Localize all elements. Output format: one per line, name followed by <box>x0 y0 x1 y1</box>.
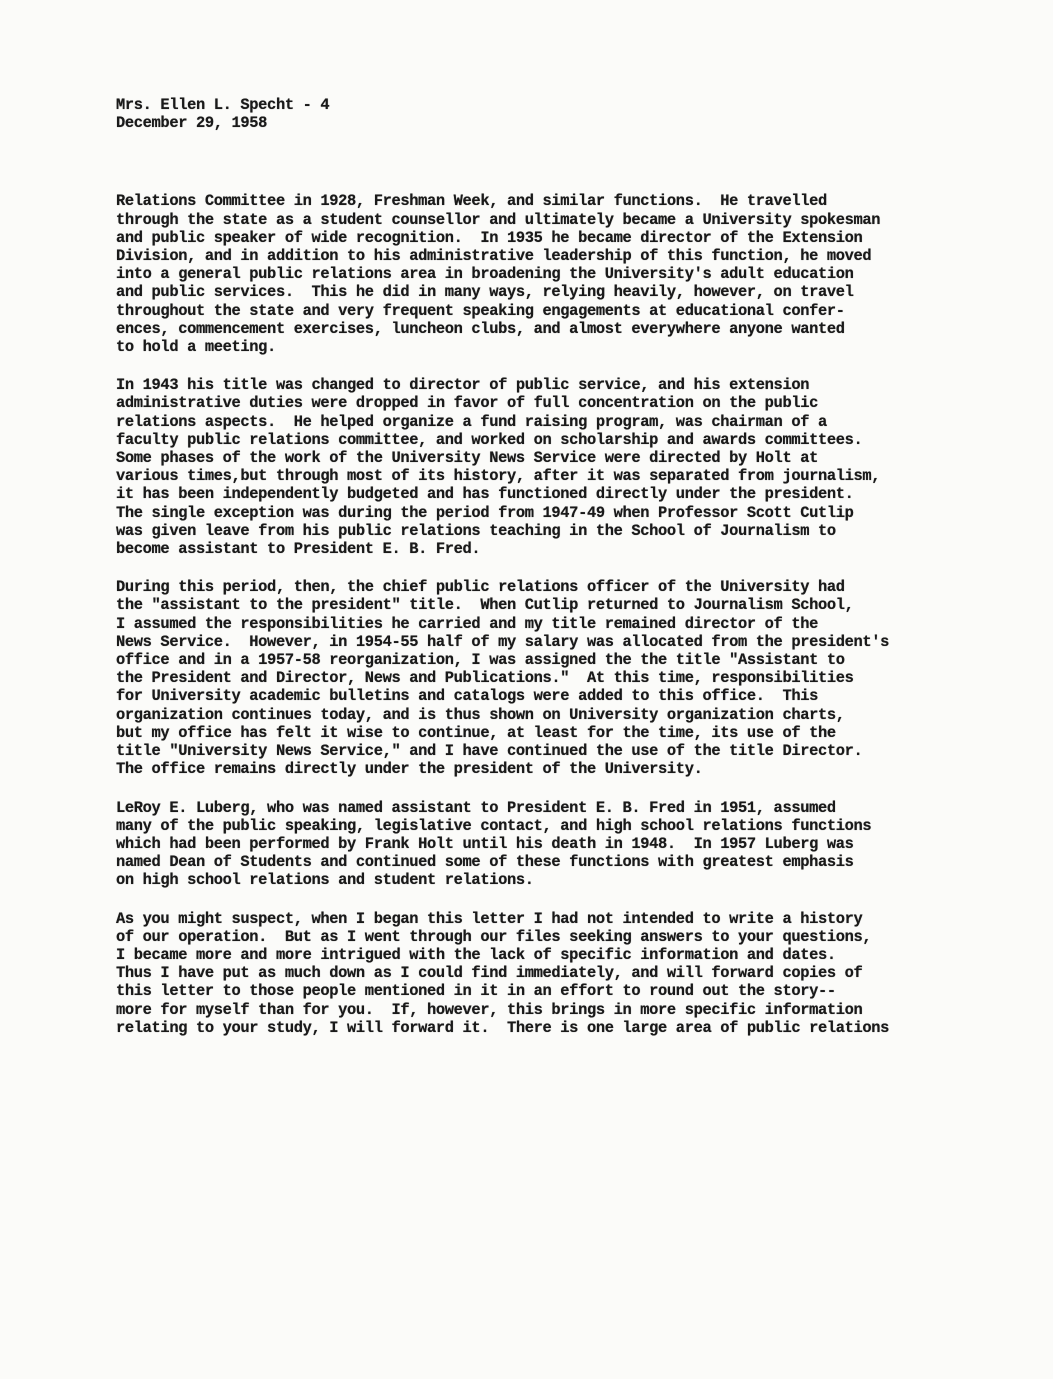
text-line: Some phases of the work of the University News Service were directed by Holt at <box>116 449 818 468</box>
text-line: become assistant to President E. B. Fred. <box>116 540 481 559</box>
recipient-line: Mrs. Ellen L. Specht - 4 <box>116 96 330 114</box>
text-line: and public services. This he did in many ways, relying heavily, however, on travel <box>116 283 854 302</box>
text-line: but my office has felt it wise to continue, at least for the time, its use of the <box>116 723 836 742</box>
text-line: I assumed the responsibilities he carried and my title remained director of the <box>116 614 818 633</box>
text-line: was given leave from his public relations teaching in the School of Journalism to <box>116 521 836 540</box>
text-line: Thus I have put as much down as I could find immediately, and will forward copies of <box>116 964 863 983</box>
letter-body <box>116 96 1016 1057</box>
text-line: the "assistant to the president" title. When Cutlip returned to Journalism School, <box>116 596 854 615</box>
text-line: office and in a 1957-58 reorganization, I was assigned the the title "Assistant to <box>116 651 845 670</box>
text-line: administrative duties were dropped in favor of full concentration on the public <box>116 394 818 413</box>
paragraph <box>116 578 1016 778</box>
text-line: relations aspects. He helped organize a fund raising program, was chairman of a <box>116 412 827 431</box>
text-line: The single exception was during the period from 1947-49 when Professor Scott Cutlip <box>116 503 854 522</box>
text-line: organization continues today, and is thus shown on University organization charts, <box>116 705 845 724</box>
paragraph <box>116 910 1016 1037</box>
text-line: faculty public relations committee, and worked on scholarship and awards committees. <box>116 430 863 449</box>
text-line: the President and Director, News and Publications." At this time, responsibilities <box>116 669 854 688</box>
text-line: The office remains directly under the president of the University. <box>116 760 703 779</box>
text-line: Division, and in addition to his administrative leadership of this function, he moved <box>116 247 872 266</box>
text-line: throughout the state and very frequent speaking engagements at educational confer- <box>116 301 845 320</box>
text-line: into a general public relations area in broadening the University's adult education <box>116 265 854 284</box>
text-line: During this period, then, the chief public relations officer of the University had <box>116 578 845 597</box>
paragraph <box>116 376 1016 558</box>
text-line: As you might suspect, when I began this letter I had not intended to write a history <box>116 909 863 928</box>
text-line: through the state as a student counsellor and ultimately became a University spokesman <box>116 210 881 229</box>
text-line: In 1943 his title was changed to director of public service, and his extension <box>116 376 810 395</box>
text-line: of our operation. But as I went through our files seeking answers to your questions, <box>116 927 872 946</box>
text-line: this letter to those people mentioned in it in an effort to round out the story-- <box>116 982 836 1001</box>
text-line: title "University News Service," and I have continued the use of the title Director. <box>116 742 863 761</box>
text-line: Relations Committee in 1928, Freshman Week, and similar functions. He travelled <box>116 192 827 211</box>
text-line: relating to your study, I will forward it. There is one large area of public relations <box>116 1018 890 1037</box>
text-line: to hold a meeting. <box>116 338 276 357</box>
text-line: and public speaker of wide recognition. In 1935 he became director of the Extension <box>116 228 863 247</box>
letter-header <box>116 96 1016 132</box>
date-line: December 29, 1958 <box>116 114 268 133</box>
text-line: for University academic bulletins and catalogs were added to this office. This <box>116 687 818 706</box>
paragraph <box>116 799 1016 890</box>
text-line: News Service. However, in 1954-55 half of my salary was allocated from the president's <box>116 632 890 651</box>
text-line: many of the public speaking, legislative contact, and high school relations functions <box>116 816 872 835</box>
text-line: ences, commencement exercises, luncheon clubs, and almost everywhere anyone wanted <box>116 319 845 338</box>
text-line: it has been independently budgeted and has functioned directly under the president. <box>116 485 854 504</box>
paragraph <box>116 192 1016 356</box>
text-line: various times,but through most of its history, after it was separated from journalism, <box>116 467 881 486</box>
text-line: named Dean of Students and continued some of these functions with greatest emphasis <box>116 853 854 872</box>
text-line: on high school relations and student relations. <box>116 871 534 890</box>
text-line: LeRoy E. Luberg, who was named assistant to President E. B. Fred in 1951, assumed <box>116 798 836 817</box>
text-line: more for myself than for you. If, however, this brings in more specific information <box>116 1000 863 1019</box>
text-line: which had been performed by Frank Holt until his death in 1948. In 1957 Luberg was <box>116 834 854 853</box>
text-line: I became more and more intrigued with the lack of specific information and dates. <box>116 945 836 964</box>
